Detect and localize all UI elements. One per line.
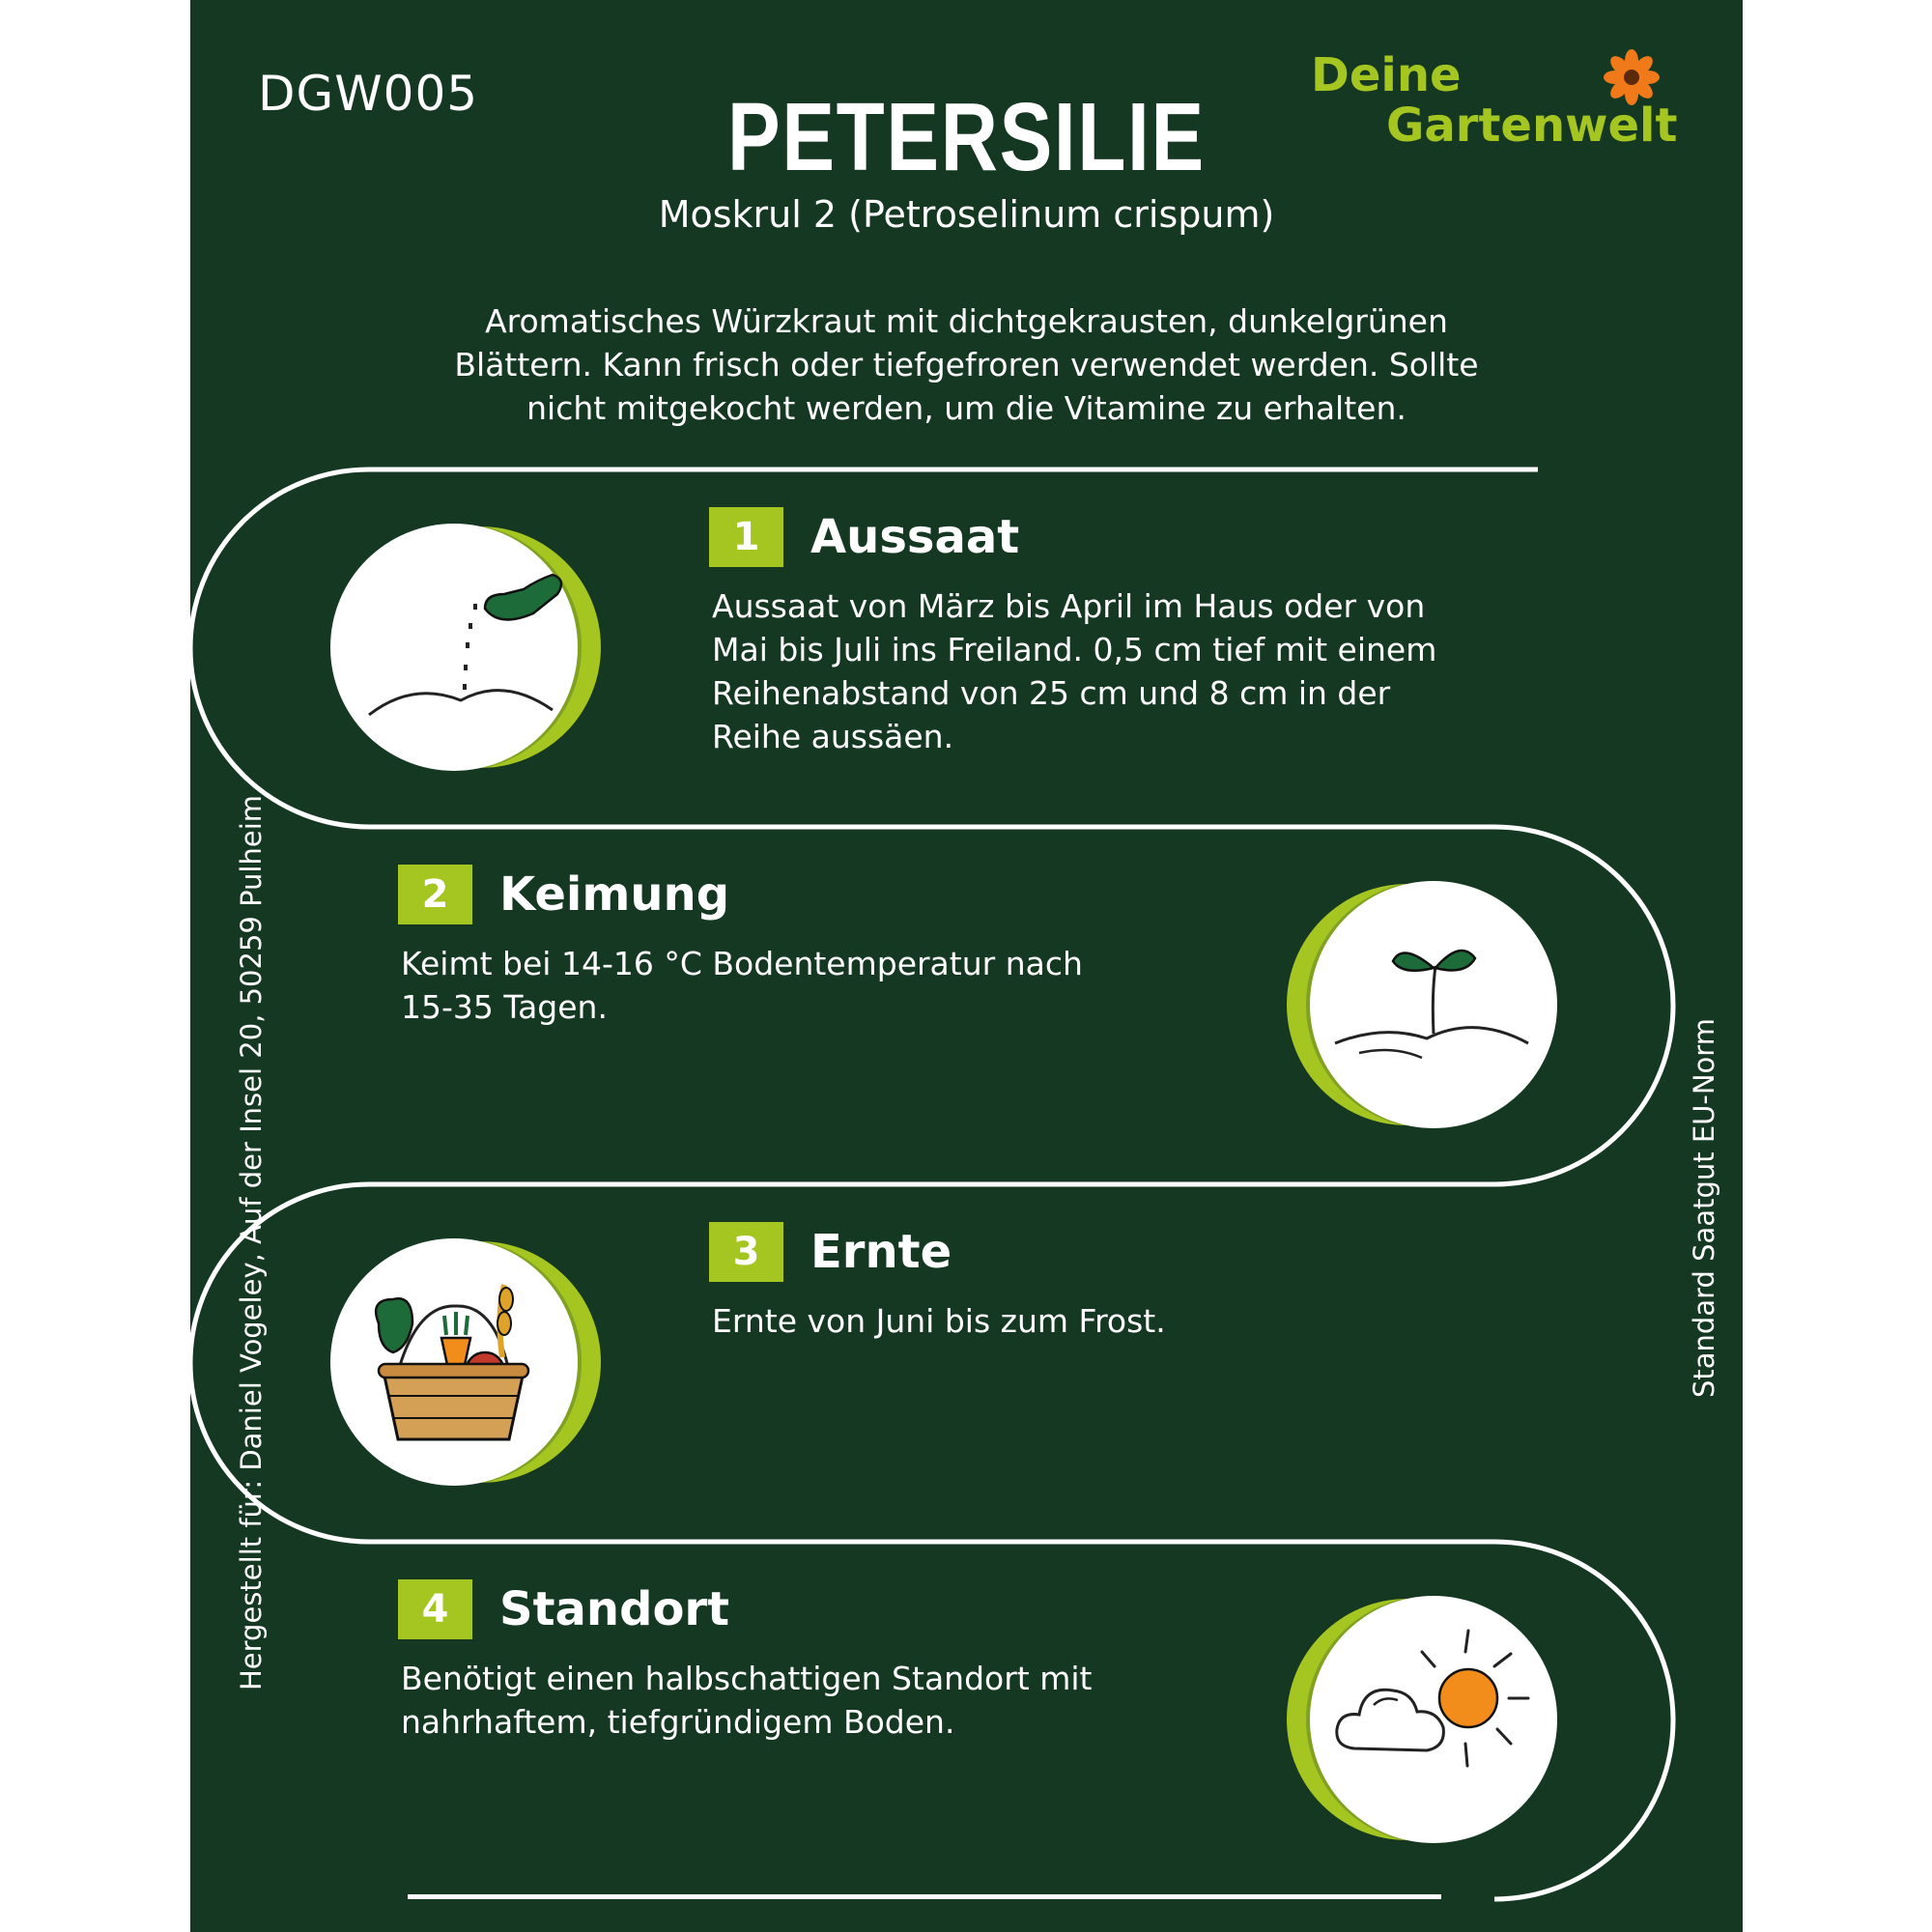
- step-number-badge: 3: [709, 1222, 783, 1282]
- step-1-icon-badge: [330, 512, 620, 782]
- step-3-icon-badge: [330, 1227, 620, 1497]
- product-subtitle: Moskrul 2 (Petroselinum crispum): [658, 193, 1275, 236]
- description-line: Blättern. Kann frisch oder tiefgefroren verwendet werden. Sollte: [454, 346, 1479, 384]
- step-1-text: [712, 584, 1436, 758]
- brand-logo: [1311, 48, 1678, 164]
- flower-icon: [1603, 48, 1661, 106]
- step-number-badge: 2: [398, 865, 472, 924]
- step-title: Keimung: [499, 867, 730, 922]
- logo-text-line1: Deine: [1311, 48, 1462, 102]
- product-description: [345, 299, 1588, 430]
- step-3-header: [709, 1222, 952, 1282]
- product-title: PETERSILIE: [726, 83, 1206, 191]
- step-number-badge: 4: [398, 1579, 472, 1639]
- step-title: Aussaat: [810, 510, 1020, 564]
- step-text-line: 15-35 Tagen.: [401, 988, 608, 1026]
- standard-note: Standard Saatgut EU-Norm: [1688, 1018, 1720, 1398]
- step-number-badge: 1: [709, 507, 783, 567]
- step-2-icon-badge: [1267, 869, 1557, 1140]
- step-2-text: [401, 942, 1083, 1029]
- step-4-text: [401, 1657, 1092, 1744]
- step-3-text: [712, 1299, 1166, 1343]
- step-text-line: Benötigt einen halbschattigen Standort mit: [401, 1660, 1093, 1697]
- step-text-line: Reihe aussäen.: [712, 718, 954, 755]
- description-line: Aromatisches Würzkraut mit dichtgekrausten, dunkelgrünen: [485, 302, 1448, 340]
- step-title: Standort: [499, 1582, 730, 1636]
- step-text-line: Keimt bei 14-16 °C Bodentemperatur nach: [401, 945, 1083, 982]
- manufacturer-note: Hergestellt für: Daniel Vogeley, Auf der Insel 20, 50259 Pulheim: [235, 794, 268, 1690]
- step-4-header: [398, 1579, 729, 1639]
- step-2-header: [398, 865, 729, 924]
- step-text-line: Aussaat von März bis April im Haus oder von: [712, 587, 1426, 625]
- step-1-header: [709, 507, 1019, 567]
- bottom-divider: [408, 1894, 1441, 1899]
- logo-text-line2: Gartenwelt: [1386, 99, 1678, 153]
- product-code: DGW005: [258, 66, 479, 122]
- step-text-line: Mai bis Juli ins Freiland. 0,5 cm tief mit einem: [712, 631, 1437, 668]
- step-4-icon-badge: [1267, 1584, 1557, 1855]
- step-text-line: nahrhaftem, tiefgründigem Boden.: [401, 1703, 955, 1741]
- step-text-line: Reihenabstand von 25 cm und 8 cm in der: [712, 674, 1391, 712]
- description-line: nicht mitgekocht werden, um die Vitamine zu erhalten.: [526, 389, 1406, 427]
- seed-packet-card: [190, 0, 1743, 1932]
- step-title: Ernte: [810, 1225, 952, 1279]
- step-text-line: Ernte von Juni bis zum Frost.: [712, 1302, 1166, 1340]
